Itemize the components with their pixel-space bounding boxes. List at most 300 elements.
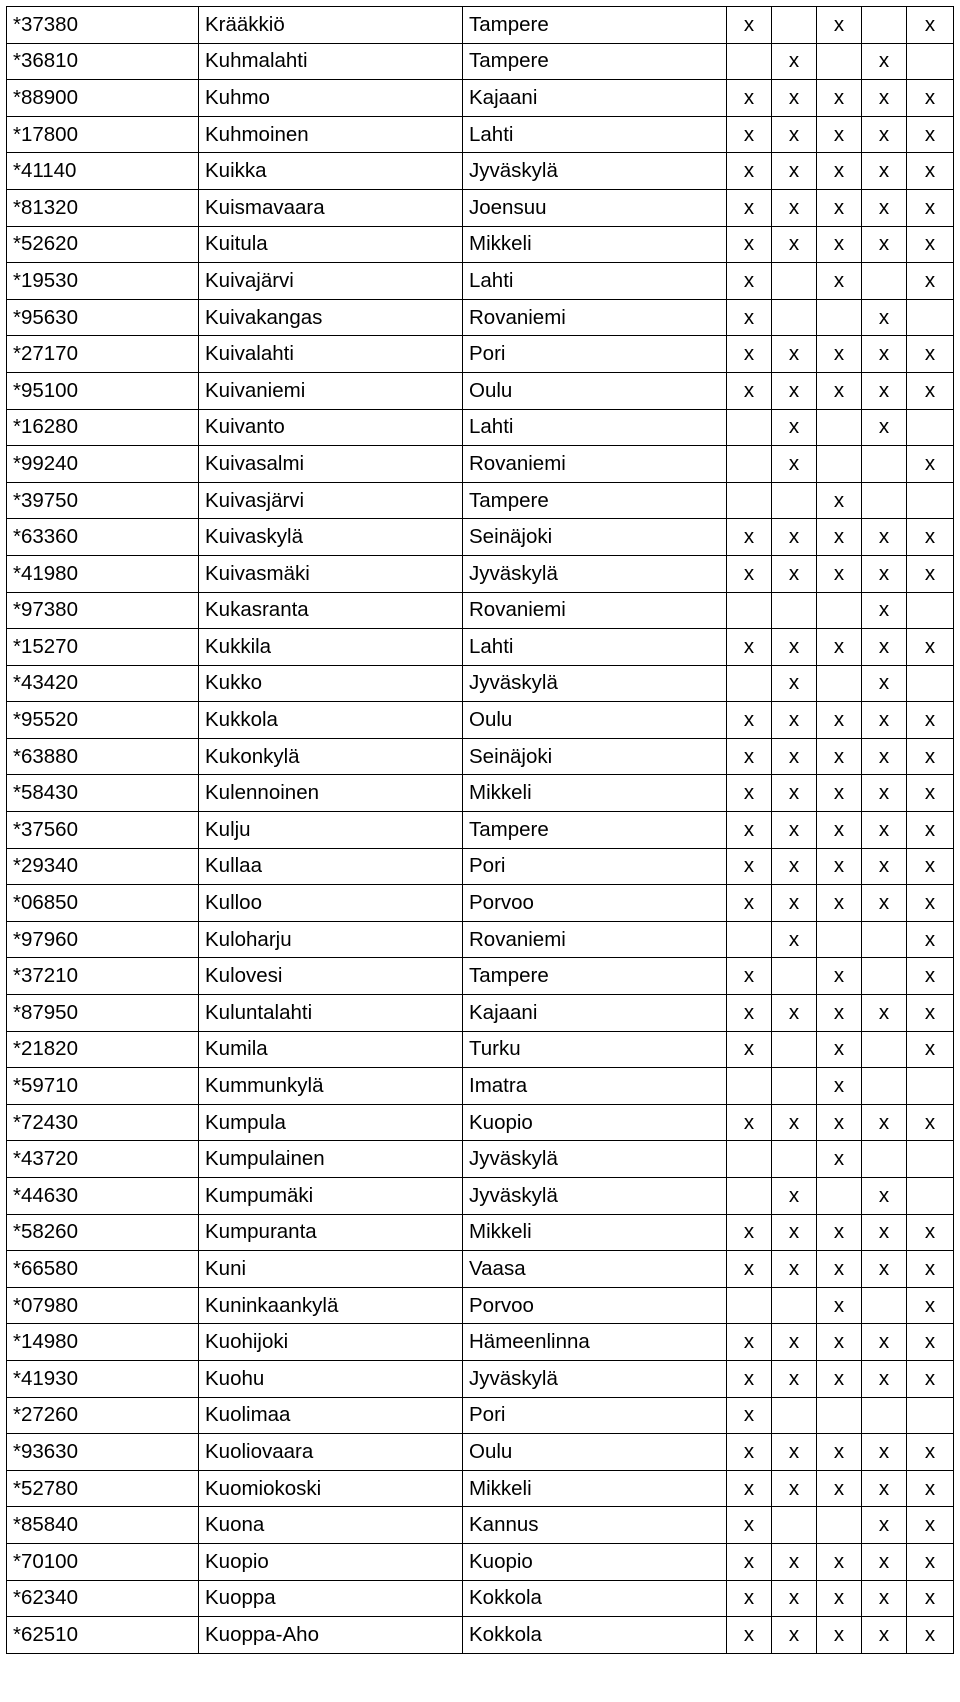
mark-cell: x (727, 189, 772, 226)
mark-cell (907, 299, 954, 336)
mark-cell: x (772, 1214, 817, 1251)
postal-code-cell: *27170 (7, 336, 199, 373)
city-cell: Kuopio (463, 1543, 727, 1580)
postal-code-cell: *15270 (7, 629, 199, 666)
mark-cell: x (862, 189, 907, 226)
table-row (7, 848, 954, 885)
mark-cell: x (727, 372, 772, 409)
table-row (7, 1031, 954, 1068)
mark-cell (862, 446, 907, 483)
postal-code-cell: *97380 (7, 592, 199, 629)
table-row (7, 7, 954, 44)
mark-cell: x (907, 519, 954, 556)
place-name-cell: Kuivaniemi (199, 372, 463, 409)
table-row (7, 1434, 954, 1471)
place-name-cell: Kumpumäki (199, 1178, 463, 1215)
place-name-cell: Kuluntalahti (199, 995, 463, 1032)
mark-cell (817, 1507, 862, 1544)
place-name-cell: Kulovesi (199, 958, 463, 995)
postal-code-cell: *81320 (7, 189, 199, 226)
postal-code-cell: *62510 (7, 1617, 199, 1654)
mark-cell: x (772, 409, 817, 446)
mark-cell (772, 1507, 817, 1544)
place-name-cell: Kulju (199, 812, 463, 849)
mark-cell (727, 409, 772, 446)
mark-cell: x (772, 1617, 817, 1654)
mark-cell: x (772, 1178, 817, 1215)
mark-cell: x (817, 812, 862, 849)
postal-code-cell: *39750 (7, 482, 199, 519)
mark-cell: x (817, 1104, 862, 1141)
place-name-cell: Kuivanto (199, 409, 463, 446)
place-name-cell: Kuivaskylä (199, 519, 463, 556)
mark-cell: x (772, 43, 817, 80)
city-cell: Oulu (463, 702, 727, 739)
table-row (7, 738, 954, 775)
postal-code-cell: *14980 (7, 1324, 199, 1361)
table-row (7, 1360, 954, 1397)
mark-cell (772, 1031, 817, 1068)
mark-cell: x (772, 1104, 817, 1141)
mark-cell (862, 1397, 907, 1434)
mark-cell (862, 482, 907, 519)
city-cell: Jyväskylä (463, 1141, 727, 1178)
city-cell: Lahti (463, 629, 727, 666)
mark-cell: x (772, 921, 817, 958)
mark-cell: x (727, 1104, 772, 1141)
mark-cell (862, 7, 907, 44)
postal-code-cell: *70100 (7, 1543, 199, 1580)
table-row (7, 43, 954, 80)
city-cell: Jyväskylä (463, 555, 727, 592)
place-name-cell: Kuona (199, 1507, 463, 1544)
table-row (7, 885, 954, 922)
mark-cell: x (907, 1031, 954, 1068)
mark-cell (727, 1068, 772, 1105)
mark-cell: x (727, 1434, 772, 1471)
postal-code-cell: *58430 (7, 775, 199, 812)
mark-cell: x (817, 629, 862, 666)
mark-cell: x (817, 1617, 862, 1654)
mark-cell: x (862, 299, 907, 336)
place-name-cell: Kuhmo (199, 80, 463, 117)
mark-cell: x (907, 189, 954, 226)
mark-cell (817, 592, 862, 629)
place-name-cell: Kullaa (199, 848, 463, 885)
mark-cell: x (862, 1104, 907, 1141)
mark-cell: x (817, 958, 862, 995)
mark-cell: x (772, 226, 817, 263)
postal-code-cell: *36810 (7, 43, 199, 80)
mark-cell (772, 299, 817, 336)
city-cell: Porvoo (463, 885, 727, 922)
city-cell: Tampere (463, 7, 727, 44)
mark-cell (727, 482, 772, 519)
city-cell: Kajaani (463, 995, 727, 1032)
mark-cell: x (817, 555, 862, 592)
mark-cell: x (862, 1360, 907, 1397)
mark-cell: x (727, 775, 772, 812)
mark-cell: x (772, 1324, 817, 1361)
table-row (7, 958, 954, 995)
place-name-cell: Kuivasalmi (199, 446, 463, 483)
place-name-cell: Kumpulainen (199, 1141, 463, 1178)
city-cell: Rovaniemi (463, 921, 727, 958)
mark-cell: x (862, 153, 907, 190)
mark-cell: x (907, 80, 954, 117)
mark-cell: x (727, 1543, 772, 1580)
table-row (7, 189, 954, 226)
mark-cell: x (907, 995, 954, 1032)
mark-cell: x (907, 7, 954, 44)
table-body (7, 7, 954, 1654)
mark-cell: x (907, 1617, 954, 1654)
mark-cell (907, 482, 954, 519)
mark-cell: x (817, 1543, 862, 1580)
table-row (7, 812, 954, 849)
city-cell: Seinäjoki (463, 738, 727, 775)
city-cell: Mikkeli (463, 775, 727, 812)
mark-cell: x (727, 1324, 772, 1361)
postal-code-cell: *52620 (7, 226, 199, 263)
place-name-cell: Kumpula (199, 1104, 463, 1141)
mark-cell: x (862, 409, 907, 446)
mark-cell: x (772, 885, 817, 922)
mark-cell: x (817, 1580, 862, 1617)
mark-cell: x (772, 189, 817, 226)
postal-code-cell: *29340 (7, 848, 199, 885)
mark-cell: x (727, 1031, 772, 1068)
mark-cell: x (727, 738, 772, 775)
postal-code-cell: *63880 (7, 738, 199, 775)
mark-cell: x (817, 702, 862, 739)
place-name-cell: Kukkila (199, 629, 463, 666)
city-cell: Lahti (463, 409, 727, 446)
mark-cell (727, 1141, 772, 1178)
mark-cell: x (862, 519, 907, 556)
mark-cell: x (772, 848, 817, 885)
mark-cell: x (772, 446, 817, 483)
mark-cell: x (772, 1470, 817, 1507)
mark-cell (907, 1397, 954, 1434)
city-cell: Hämeenlinna (463, 1324, 727, 1361)
mark-cell: x (817, 80, 862, 117)
mark-cell: x (907, 1360, 954, 1397)
mark-cell: x (817, 1470, 862, 1507)
mark-cell: x (727, 1617, 772, 1654)
mark-cell: x (772, 1580, 817, 1617)
city-cell: Turku (463, 1031, 727, 1068)
place-name-cell: Kumpuranta (199, 1214, 463, 1251)
mark-cell: x (817, 519, 862, 556)
mark-cell: x (862, 1214, 907, 1251)
mark-cell (772, 1397, 817, 1434)
mark-cell (727, 1287, 772, 1324)
postal-code-cell: *21820 (7, 1031, 199, 1068)
postal-code-cell: *16280 (7, 409, 199, 446)
city-cell: Kajaani (463, 80, 727, 117)
table-row (7, 1397, 954, 1434)
mark-cell: x (862, 1324, 907, 1361)
city-cell: Lahti (463, 116, 727, 153)
mark-cell: x (817, 482, 862, 519)
table-row (7, 775, 954, 812)
table-row (7, 921, 954, 958)
mark-cell (727, 1178, 772, 1215)
postal-code-cell: *85840 (7, 1507, 199, 1544)
mark-cell: x (817, 885, 862, 922)
city-cell: Mikkeli (463, 1214, 727, 1251)
postal-code-cell: *87950 (7, 995, 199, 1032)
mark-cell: x (727, 555, 772, 592)
mark-cell: x (907, 921, 954, 958)
mark-cell: x (772, 995, 817, 1032)
place-name-cell: Kuivajärvi (199, 263, 463, 300)
mark-cell: x (727, 263, 772, 300)
mark-cell: x (907, 1324, 954, 1361)
postal-code-cell: *44630 (7, 1178, 199, 1215)
city-cell: Tampere (463, 482, 727, 519)
table-row (7, 446, 954, 483)
postal-code-cell: *88900 (7, 80, 199, 117)
table-row (7, 1141, 954, 1178)
mark-cell: x (772, 372, 817, 409)
mark-cell: x (727, 519, 772, 556)
table-row (7, 409, 954, 446)
mark-cell: x (817, 775, 862, 812)
mark-cell: x (817, 1324, 862, 1361)
table-row (7, 1507, 954, 1544)
table-row (7, 1251, 954, 1288)
mark-cell: x (862, 702, 907, 739)
table-row (7, 482, 954, 519)
mark-cell: x (772, 812, 817, 849)
city-cell: Lahti (463, 263, 727, 300)
place-name-cell: Kukonkylä (199, 738, 463, 775)
mark-cell (727, 446, 772, 483)
city-cell: Jyväskylä (463, 1360, 727, 1397)
mark-cell: x (772, 1360, 817, 1397)
postal-code-cell: *43720 (7, 1141, 199, 1178)
mark-cell: x (862, 592, 907, 629)
mark-cell: x (907, 1287, 954, 1324)
mark-cell (727, 921, 772, 958)
mark-cell (862, 921, 907, 958)
table-row (7, 116, 954, 153)
city-cell: Kokkola (463, 1617, 727, 1654)
mark-cell: x (727, 1251, 772, 1288)
mark-cell: x (817, 153, 862, 190)
table-row (7, 592, 954, 629)
mark-cell: x (817, 995, 862, 1032)
mark-cell: x (907, 1214, 954, 1251)
place-name-cell: Kuopio (199, 1543, 463, 1580)
postal-code-cell: *58260 (7, 1214, 199, 1251)
mark-cell: x (862, 775, 907, 812)
place-name-cell: Kuohu (199, 1360, 463, 1397)
postal-code-cell: *19530 (7, 263, 199, 300)
mark-cell: x (727, 116, 772, 153)
mark-cell: x (727, 885, 772, 922)
mark-cell: x (862, 80, 907, 117)
postal-code-cell: *41980 (7, 555, 199, 592)
mark-cell: x (772, 775, 817, 812)
city-cell: Jyväskylä (463, 665, 727, 702)
mark-cell: x (862, 116, 907, 153)
mark-cell (907, 409, 954, 446)
mark-cell: x (817, 226, 862, 263)
table-row (7, 299, 954, 336)
table-row (7, 1324, 954, 1361)
mark-cell: x (817, 1287, 862, 1324)
postal-code-cell: *95630 (7, 299, 199, 336)
mark-cell: x (862, 1543, 907, 1580)
table-row (7, 555, 954, 592)
mark-cell: x (862, 738, 907, 775)
mark-cell: x (817, 372, 862, 409)
city-cell: Imatra (463, 1068, 727, 1105)
city-cell: Jyväskylä (463, 153, 727, 190)
mark-cell: x (907, 226, 954, 263)
city-cell: Oulu (463, 1434, 727, 1471)
mark-cell: x (862, 629, 907, 666)
place-name-cell: Kuhmoinen (199, 116, 463, 153)
postal-code-cell: *95100 (7, 372, 199, 409)
postal-code-cell: *62340 (7, 1580, 199, 1617)
mark-cell: x (772, 1434, 817, 1471)
mark-cell: x (817, 263, 862, 300)
postal-code-cell: *72430 (7, 1104, 199, 1141)
city-cell: Rovaniemi (463, 299, 727, 336)
table-row (7, 1543, 954, 1580)
mark-cell: x (862, 665, 907, 702)
mark-cell: x (817, 738, 862, 775)
mark-cell (772, 1068, 817, 1105)
mark-cell (772, 263, 817, 300)
city-cell: Seinäjoki (463, 519, 727, 556)
mark-cell: x (907, 958, 954, 995)
postal-code-cell: *43420 (7, 665, 199, 702)
mark-cell: x (862, 555, 907, 592)
postal-code-cell: *41140 (7, 153, 199, 190)
city-cell: Mikkeli (463, 226, 727, 263)
mark-cell: x (727, 995, 772, 1032)
table-row (7, 226, 954, 263)
postal-code-cell: *95520 (7, 702, 199, 739)
mark-cell: x (907, 116, 954, 153)
mark-cell (817, 1178, 862, 1215)
mark-cell (817, 409, 862, 446)
table-row (7, 1178, 954, 1215)
mark-cell: x (727, 958, 772, 995)
city-cell: Tampere (463, 958, 727, 995)
mark-cell: x (907, 775, 954, 812)
place-name-cell: Kuohijoki (199, 1324, 463, 1361)
mark-cell: x (817, 1214, 862, 1251)
table-row (7, 1104, 954, 1141)
mark-cell: x (862, 1617, 907, 1654)
place-name-cell: Kuivakangas (199, 299, 463, 336)
mark-cell: x (907, 336, 954, 373)
mark-cell (727, 43, 772, 80)
city-cell: Kuopio (463, 1104, 727, 1141)
table-row (7, 1580, 954, 1617)
table-row (7, 1617, 954, 1654)
mark-cell: x (907, 812, 954, 849)
mark-cell: x (772, 738, 817, 775)
mark-cell: x (907, 1470, 954, 1507)
mark-cell: x (817, 848, 862, 885)
mark-cell: x (817, 1141, 862, 1178)
mark-cell: x (727, 1470, 772, 1507)
mark-cell: x (772, 80, 817, 117)
city-cell: Porvoo (463, 1287, 727, 1324)
postal-code-table (6, 6, 954, 1654)
mark-cell (817, 43, 862, 80)
mark-cell: x (772, 153, 817, 190)
city-cell: Rovaniemi (463, 446, 727, 483)
postal-code-cell: *93630 (7, 1434, 199, 1471)
table-row (7, 153, 954, 190)
mark-cell (772, 592, 817, 629)
table-row (7, 1068, 954, 1105)
city-cell: Pori (463, 1397, 727, 1434)
mark-cell: x (907, 702, 954, 739)
postal-code-cell: *41930 (7, 1360, 199, 1397)
table-row (7, 80, 954, 117)
city-cell: Joensuu (463, 189, 727, 226)
mark-cell: x (907, 446, 954, 483)
mark-cell (862, 1287, 907, 1324)
mark-cell: x (727, 702, 772, 739)
place-name-cell: Kukkola (199, 702, 463, 739)
mark-cell: x (862, 995, 907, 1032)
postal-code-cell: *37560 (7, 812, 199, 849)
postal-code-cell: *59710 (7, 1068, 199, 1105)
mark-cell: x (817, 116, 862, 153)
mark-cell (862, 958, 907, 995)
place-name-cell: Kuomiokoski (199, 1470, 463, 1507)
postal-code-cell: *37380 (7, 7, 199, 44)
mark-cell: x (727, 153, 772, 190)
city-cell: Rovaniemi (463, 592, 727, 629)
mark-cell: x (727, 1397, 772, 1434)
mark-cell: x (817, 1068, 862, 1105)
table-row (7, 263, 954, 300)
mark-cell (817, 665, 862, 702)
mark-cell (907, 1178, 954, 1215)
mark-cell: x (772, 336, 817, 373)
mark-cell: x (817, 189, 862, 226)
mark-cell: x (862, 1251, 907, 1288)
place-name-cell: Kuivasjärvi (199, 482, 463, 519)
mark-cell: x (817, 336, 862, 373)
mark-cell: x (862, 1470, 907, 1507)
mark-cell (817, 446, 862, 483)
mark-cell: x (907, 263, 954, 300)
place-name-cell: Kuoppa (199, 1580, 463, 1617)
postal-code-cell: *27260 (7, 1397, 199, 1434)
mark-cell: x (907, 1543, 954, 1580)
mark-cell: x (817, 1251, 862, 1288)
mark-cell (862, 1031, 907, 1068)
table-row (7, 372, 954, 409)
mark-cell (817, 921, 862, 958)
postal-code-cell: *17800 (7, 116, 199, 153)
mark-cell: x (907, 555, 954, 592)
mark-cell: x (907, 1434, 954, 1471)
mark-cell: x (907, 738, 954, 775)
